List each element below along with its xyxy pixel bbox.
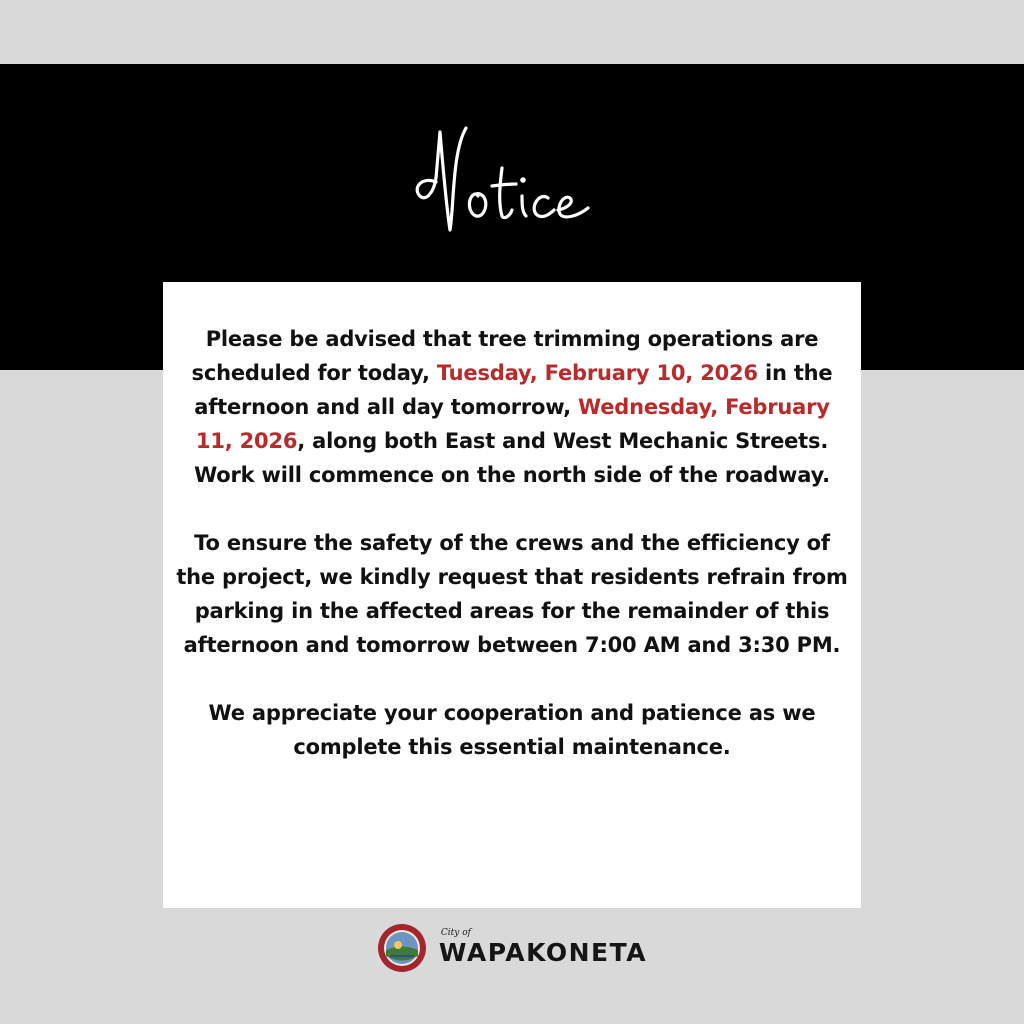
city-seal-icon	[377, 923, 427, 973]
city-name-label: WAPAKONETA	[438, 938, 648, 967]
notice-card	[163, 282, 861, 908]
notice-paragraph-2: To ensure the safety of the crews and the efficiency of the project, we kindly request that residents refrain from parking in the affected areas for the remainder of this afternoon and tomorrow between 7:00 AM and 3:30 PM.	[176, 531, 848, 657]
notice-title	[0, 112, 1024, 272]
city-logo	[0, 922, 1024, 974]
highlighted-date-2: Wednesday, February 11, 2026	[195, 395, 830, 453]
city-of-label: City of	[440, 928, 471, 938]
city-wordmark	[439, 928, 647, 968]
p1-text-end: , along both East and West Mechanic Streets. Work will commence on the north side of the roadway.	[194, 429, 830, 487]
p1-text-start: Please be advised that tree trimming operations are scheduled for today,	[191, 327, 819, 385]
notice-paragraph-1	[175, 322, 849, 492]
notice-paragraph-3: We appreciate your cooperation and patience as we complete this essential maintenance.	[208, 701, 816, 759]
highlighted-date-1: Tuesday, February 10, 2026	[436, 361, 758, 385]
notice-script-lettering	[392, 112, 632, 272]
p1-text-middle: in the afternoon and all day tomorrow,	[194, 361, 833, 419]
